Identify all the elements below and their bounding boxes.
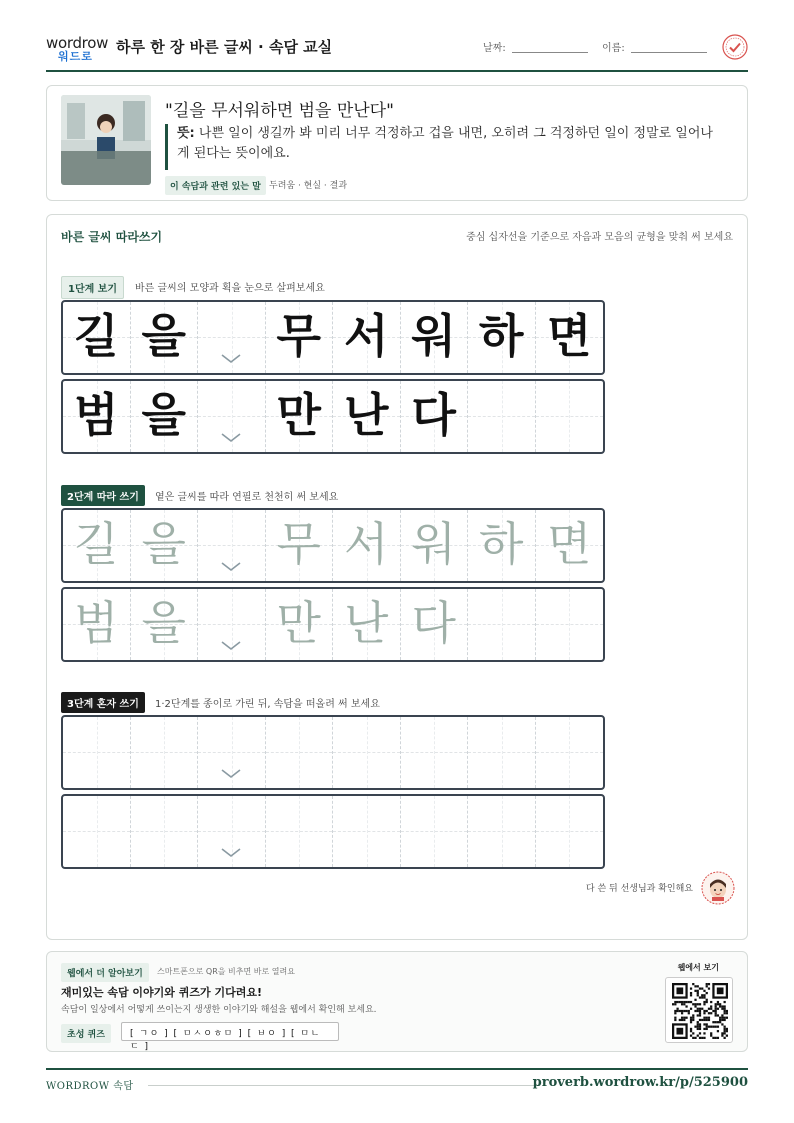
page-header: [46, 30, 748, 72]
grid-cell: [536, 381, 604, 452]
grid-character: 만: [276, 388, 321, 442]
web-headline: 재미있는 속담 이야기와 퀴즈가 기다려요!: [61, 986, 262, 999]
web-note: 스마트폰으로 QR을 비추면 바로 열려요: [157, 967, 295, 976]
space-mark-icon: [220, 846, 242, 860]
footer-divider: [148, 1085, 538, 1086]
grid-cell[interactable]: [333, 796, 401, 867]
qr-code[interactable]: [665, 977, 733, 1043]
web-more-label: 웹에서 더 알아보기: [61, 963, 149, 982]
step1-desc: 바른 글씨의 모양과 획을 눈으로 살펴보세요: [135, 283, 325, 294]
initial-consonant-quiz: [ ㄱㅇ ] [ ㅁㅅㅇㅎㅁ ] [ ㅂㅇ ] [ ㅁㄴㄷ ]: [121, 1022, 339, 1041]
space-mark-icon: [220, 352, 242, 366]
grid-cell[interactable]: [333, 717, 401, 788]
grid-cell: [333, 302, 401, 373]
grid-cell: [198, 302, 266, 373]
web-description: 속담이 일상에서 어떻게 쓰이는지 생생한 이야기와 해설을 웹에서 확인해 보세요.: [61, 1005, 377, 1015]
grid-character: 무: [276, 309, 321, 363]
wordrow-logo: [46, 34, 108, 62]
grid-cell[interactable]: [198, 589, 266, 660]
grid-cell[interactable]: [468, 717, 536, 788]
grid-cell[interactable]: [468, 510, 536, 581]
grid-character: 워: [411, 517, 456, 571]
meaning-label: 뜻:: [177, 126, 195, 141]
grid-cell[interactable]: [63, 717, 131, 788]
grid-character: 을: [141, 309, 186, 363]
meaning-block: [165, 124, 725, 170]
step3-row-2[interactable]: [61, 794, 605, 869]
grid-character: 서: [344, 309, 389, 363]
step2-row-1[interactable]: [61, 508, 605, 583]
grid-cell[interactable]: [266, 589, 334, 660]
grid-cell[interactable]: [266, 717, 334, 788]
space-mark-icon: [220, 560, 242, 574]
grid-character: 난: [344, 596, 389, 650]
grid-cell[interactable]: [198, 510, 266, 581]
grid-character: 을: [141, 596, 186, 650]
grid-cell[interactable]: [536, 589, 604, 660]
check-stamp-icon: [722, 34, 748, 60]
web-section: [46, 951, 748, 1052]
grid-character: 면: [547, 517, 592, 571]
grid-character: 범: [74, 596, 119, 650]
space-mark-icon: [220, 639, 242, 653]
date-label: 날짜:: [483, 43, 506, 54]
grid-character: 범: [74, 388, 119, 442]
space-mark-icon: [220, 767, 242, 781]
grid-cell[interactable]: [266, 796, 334, 867]
grid-character: 다: [411, 388, 456, 442]
qr-code-icon: [672, 983, 728, 1039]
grid-cell[interactable]: [198, 717, 266, 788]
grid-character: 다: [411, 596, 456, 650]
footer-url[interactable]: proverb.wordrow.kr/p/525900: [532, 1075, 748, 1090]
grid-cell: [333, 381, 401, 452]
grid-cell: [63, 302, 131, 373]
practice-hint: 중심 십자선을 기준으로 자음과 모음의 균형을 맞춰 써 보세요: [466, 232, 733, 243]
grid-cell[interactable]: [131, 510, 199, 581]
teacher-check-text: 다 쓴 뒤 선생님과 확인해요: [585, 884, 693, 894]
grid-character: 하: [479, 309, 524, 363]
step1-badge: 1단계 보기: [61, 276, 124, 299]
step2-badge: 2단계 따라 쓰기: [61, 485, 145, 506]
space-mark-icon: [220, 431, 242, 445]
step3-row-1[interactable]: [61, 715, 605, 790]
grid-character: 난: [344, 388, 389, 442]
grid-cell: [131, 381, 199, 452]
grid-cell[interactable]: [468, 589, 536, 660]
grid-cell[interactable]: [266, 510, 334, 581]
grid-cell[interactable]: [401, 717, 469, 788]
grid-cell[interactable]: [536, 717, 604, 788]
meaning-text: 나쁜 일이 생길까 봐 미리 너무 걱정하고 겁을 내면, 오히려 그 걱정하던 일이 정말로 일어나게 된다는 뜻이에요.: [177, 126, 713, 161]
grid-character: 길: [74, 517, 119, 571]
name-label: 이름:: [602, 43, 625, 54]
proverb-text: "길을 무서워하면 범을 만난다": [165, 101, 394, 121]
grid-cell: [468, 302, 536, 373]
grid-cell[interactable]: [401, 589, 469, 660]
proverb-card: [46, 85, 748, 201]
grid-cell: [266, 302, 334, 373]
date-field[interactable]: [512, 52, 588, 53]
grid-character: 길: [74, 309, 119, 363]
grid-cell[interactable]: [401, 796, 469, 867]
grid-cell[interactable]: [63, 796, 131, 867]
practice-section: [46, 214, 748, 940]
step1-row-2: [61, 379, 605, 454]
grid-cell[interactable]: [131, 589, 199, 660]
grid-cell[interactable]: [333, 589, 401, 660]
grid-character: 만: [276, 596, 321, 650]
teacher-stamp-icon: [701, 871, 735, 905]
grid-cell: [536, 302, 604, 373]
grid-cell: [131, 302, 199, 373]
grid-cell[interactable]: [63, 510, 131, 581]
step2-row-2[interactable]: [61, 587, 605, 662]
step1-row-1: [61, 300, 605, 375]
grid-cell[interactable]: [63, 589, 131, 660]
footer-brand: WORDROW 속담: [46, 1081, 134, 1092]
step2-desc: 옅은 글씨를 따라 연필로 천천히 써 보세요: [155, 492, 339, 503]
grid-cell: [63, 381, 131, 452]
qr-label: 웹에서 보기: [677, 963, 719, 972]
grid-cell: [401, 302, 469, 373]
grid-character: 하: [479, 517, 524, 571]
grid-cell[interactable]: [401, 510, 469, 581]
page-footer: [46, 1068, 748, 1098]
page-title: 하루 한 장 바른 글씨 · 속담 교실: [116, 38, 333, 56]
quiz-label: 초성 퀴즈: [61, 1024, 111, 1043]
grid-cell[interactable]: [131, 796, 199, 867]
name-field[interactable]: [631, 52, 707, 53]
proverb-illustration: [61, 95, 151, 185]
grid-cell[interactable]: [536, 510, 604, 581]
grid-cell: [468, 381, 536, 452]
step3-desc: 1·2단계를 종이로 가린 뒤, 속담을 떠올려 써 보세요: [155, 699, 380, 710]
grid-character: 서: [344, 517, 389, 571]
grid-character: 면: [547, 309, 592, 363]
grid-character: 워: [411, 309, 456, 363]
related-label: 이 속담과 관련 있는 말: [165, 176, 266, 195]
grid-cell: [401, 381, 469, 452]
practice-title: 바른 글씨 따라쓰기: [61, 230, 163, 244]
grid-character: 을: [141, 388, 186, 442]
grid-cell[interactable]: [131, 717, 199, 788]
grid-character: 무: [276, 517, 321, 571]
grid-character: 을: [141, 517, 186, 571]
grid-cell[interactable]: [333, 510, 401, 581]
related-words: 두려움 · 현실 · 결과: [269, 181, 348, 191]
grid-cell[interactable]: [468, 796, 536, 867]
grid-cell[interactable]: [198, 796, 266, 867]
logo-text-top: wordrow: [46, 34, 109, 52]
grid-cell[interactable]: [536, 796, 604, 867]
grid-cell: [266, 381, 334, 452]
step3-badge: 3단계 혼자 쓰기: [61, 692, 145, 713]
grid-cell: [198, 381, 266, 452]
logo-text-bottom: 워드로: [58, 50, 93, 63]
